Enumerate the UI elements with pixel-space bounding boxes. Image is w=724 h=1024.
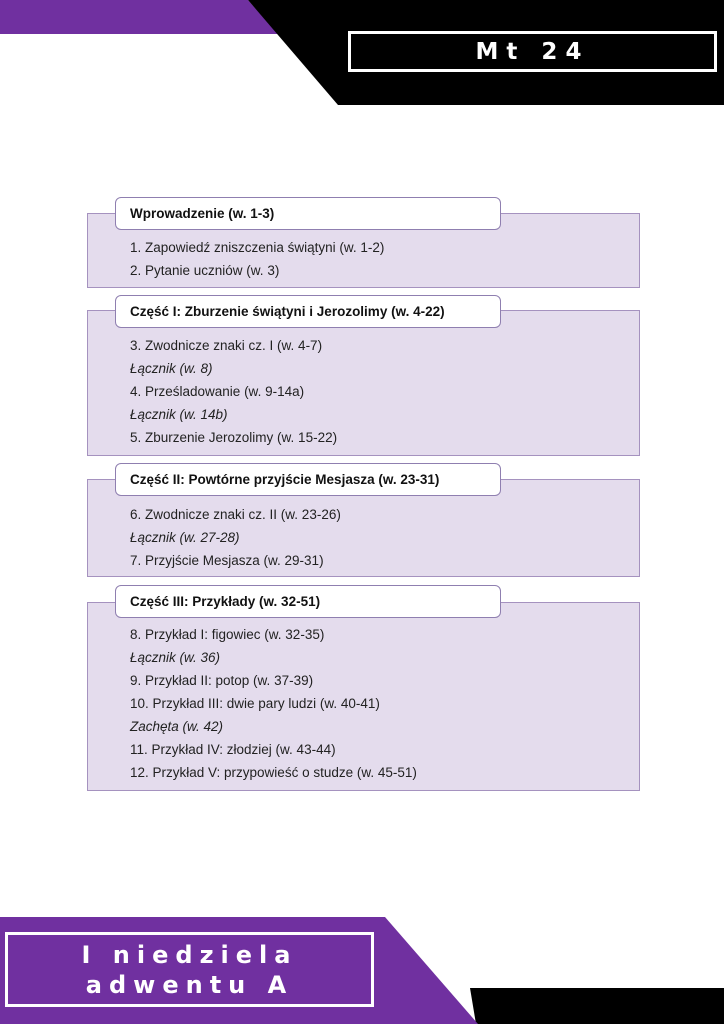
section-title-text: Część III: Przykłady (w. 32-51): [130, 594, 321, 609]
section-title-text: Część I: Zburzenie świątyni i Jerozolimy (w. 4-22): [130, 304, 445, 319]
list-item: 4. Prześladowanie (w. 9-14a): [130, 384, 305, 399]
list-item: 12. Przykład V: przypowieść o studze (w. 45-51): [130, 765, 417, 780]
section-title-part-2: [115, 463, 501, 496]
item-list-introduction: [130, 236, 384, 282]
bottom-black-band: [470, 988, 724, 1024]
section-title-text: Wprowadzenie (w. 1-3): [130, 206, 275, 221]
list-item: 7. Przyjście Mesjasza (w. 29-31): [130, 553, 324, 568]
list-item: 1. Zapowiedź zniszczenia świątyni (w. 1-2): [130, 240, 385, 255]
footer-line-1: I niedziela: [81, 940, 298, 969]
list-item: 9. Przykład II: potop (w. 37-39): [130, 673, 314, 688]
item-list-part-1: [130, 334, 337, 449]
section-title-introduction: [115, 197, 501, 230]
list-item: 3. Zwodnicze znaki cz. I (w. 4-7): [130, 338, 323, 353]
section-title-part-1: [115, 295, 501, 328]
list-item: Łącznik (w. 36): [130, 650, 221, 665]
list-item: Łącznik (w. 8): [130, 361, 213, 376]
item-list-part-3: [130, 623, 417, 784]
list-item: 2. Pytanie uczniów (w. 3): [130, 263, 280, 278]
item-list-part-2: [130, 503, 341, 572]
footer-title: [5, 932, 374, 1007]
top-purple-band: [0, 0, 278, 34]
list-item: 11. Przykład IV: złodziej (w. 43-44): [130, 742, 336, 757]
list-item: Łącznik (w. 27-28): [130, 530, 240, 545]
list-item: 5. Zburzenie Jerozolimy (w. 15-22): [130, 430, 338, 445]
list-item: 6. Zwodnicze znaki cz. II (w. 23-26): [130, 507, 341, 522]
section-title-part-3: [115, 585, 501, 618]
page-title-text: Mt 24: [475, 38, 590, 65]
list-item: 10. Przykład III: dwie pary ludzi (w. 40-41): [130, 696, 380, 711]
list-item: Łącznik (w. 14b): [130, 407, 228, 422]
list-item: 8. Przykład I: figowiec (w. 32-35): [130, 627, 325, 642]
footer-line-2: adwentu A: [85, 970, 294, 999]
section-title-text: Część II: Powtórne przyjście Mesjasza (w. 23-31): [130, 472, 440, 487]
list-item: Zachęta (w. 42): [130, 719, 224, 734]
page-title: [348, 31, 717, 72]
